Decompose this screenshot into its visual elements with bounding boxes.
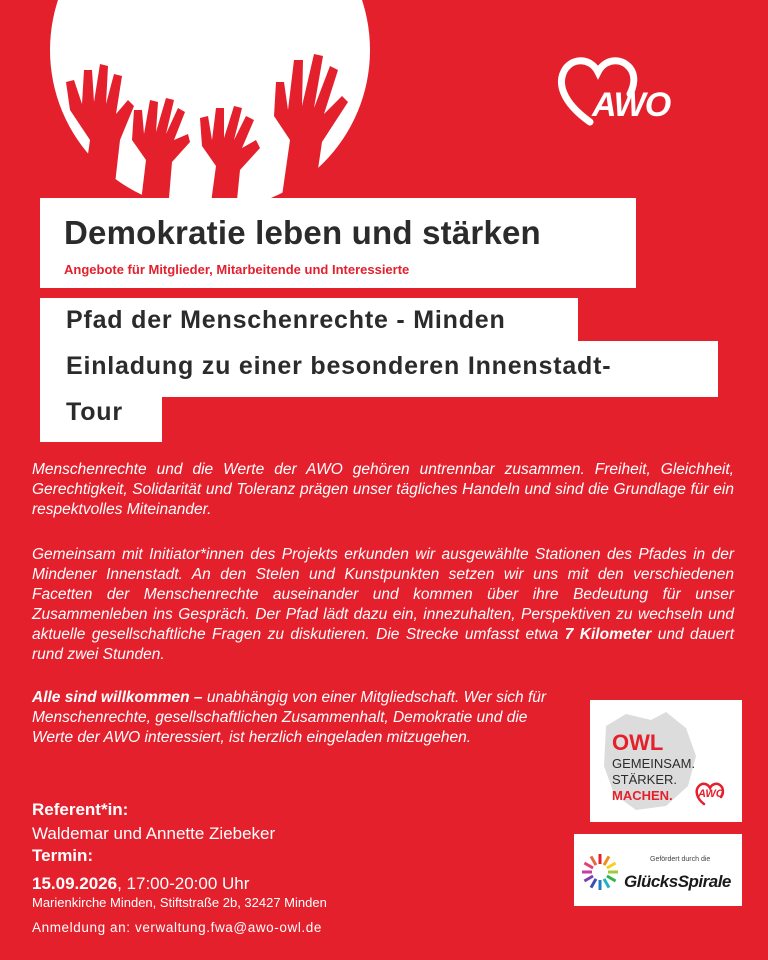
owl-logo-card: [590, 700, 742, 822]
owl-logo-line-1: GEMEINSAM.: [612, 756, 696, 771]
sponsor-caption: Gefördert durch die: [650, 856, 711, 863]
sponsor-name: GlücksSpirale: [624, 872, 731, 891]
gluecksspirale-wheel-icon: [580, 852, 620, 892]
termin-label: Termin:: [32, 846, 94, 865]
description-end: und dauert rund zwei Stunden.: [32, 626, 734, 663]
event-title-line-2: Einladung zu einer besonderen Innenstadt-: [66, 352, 612, 380]
owl-logo-line-2: STÄRKER.: [612, 772, 678, 787]
description-text: Gemeinsam mit Initiator*innen des Projekts erkunden wir ausgewählte Stationen des Pfades in der Mindener Innenstadt. An den Stelen und Kunstpunkten setzen wir uns mit den verschiedenen Facetten der Menschenrechte auseinander und kommen über ihre Bedeutung für unser Zusammenleben ins Gespräch. Der Pfad lädt dazu ein, innezuhalten, Perspektiven zu wechseln und aktuelle gesellschaftliche Fragen zu diskutieren. Die Strecke umfasst etwa: [32, 546, 734, 643]
owl-logo-line-3: MACHEN.: [612, 788, 673, 803]
event-title-line-3: Tour: [66, 398, 123, 426]
event-datetime: [32, 874, 249, 894]
event-time: , 17:00-20:00 Uhr: [117, 874, 250, 893]
sponsor-logo-card: [574, 834, 742, 906]
event-date: 15.09.2026: [32, 874, 118, 893]
raised-hands-illustration: [40, 30, 360, 210]
page-subtitle: Angebote für Mitglieder, Mitarbeitende und Interessierte: [64, 262, 410, 277]
referent-label: Referent*in:: [32, 800, 129, 819]
welcome-text: unabhängig von einer Mitgliedschaft. Wer sich für Menschenrechte, gesellschaftlichen Zusammenhalt, Demokratie und die Werte der AWO interessiert, ist herzlich eingeladen mitzugehen.: [32, 689, 547, 746]
event-location: Marienkirche Minden, Stiftstraße 2b, 32427 Minden: [32, 895, 327, 910]
welcome-highlight: Alle sind willkommen –: [32, 689, 203, 706]
distance-highlight: 7 Kilometer: [564, 626, 652, 643]
intro-paragraph: Menschenrechte und die Werte der AWO gehören untrennbar zusammen. Freiheit, Gleichheit, Gerechtigkeit, Solidarität und Toleranz prägen unser tägliches Handeln und sind die Grundlage für ein respektvolles Miteinander.: [32, 461, 734, 518]
owl-awo-text: AWO: [698, 788, 725, 800]
owl-logo-title: OWL: [612, 730, 664, 755]
description-paragraph: [32, 545, 734, 665]
event-title-line-1: Pfad der Menschenrechte - Minden: [66, 306, 506, 334]
page-title: Demokratie leben und stärken: [64, 214, 541, 251]
welcome-paragraph: [32, 688, 562, 748]
referent-names: Waldemar und Annette Ziebeker: [32, 824, 276, 843]
registration-email[interactable]: Anmeldung an: verwaltung.fwa@awo-owl.de: [32, 920, 322, 935]
awo-logo-text: AWO: [592, 86, 671, 124]
